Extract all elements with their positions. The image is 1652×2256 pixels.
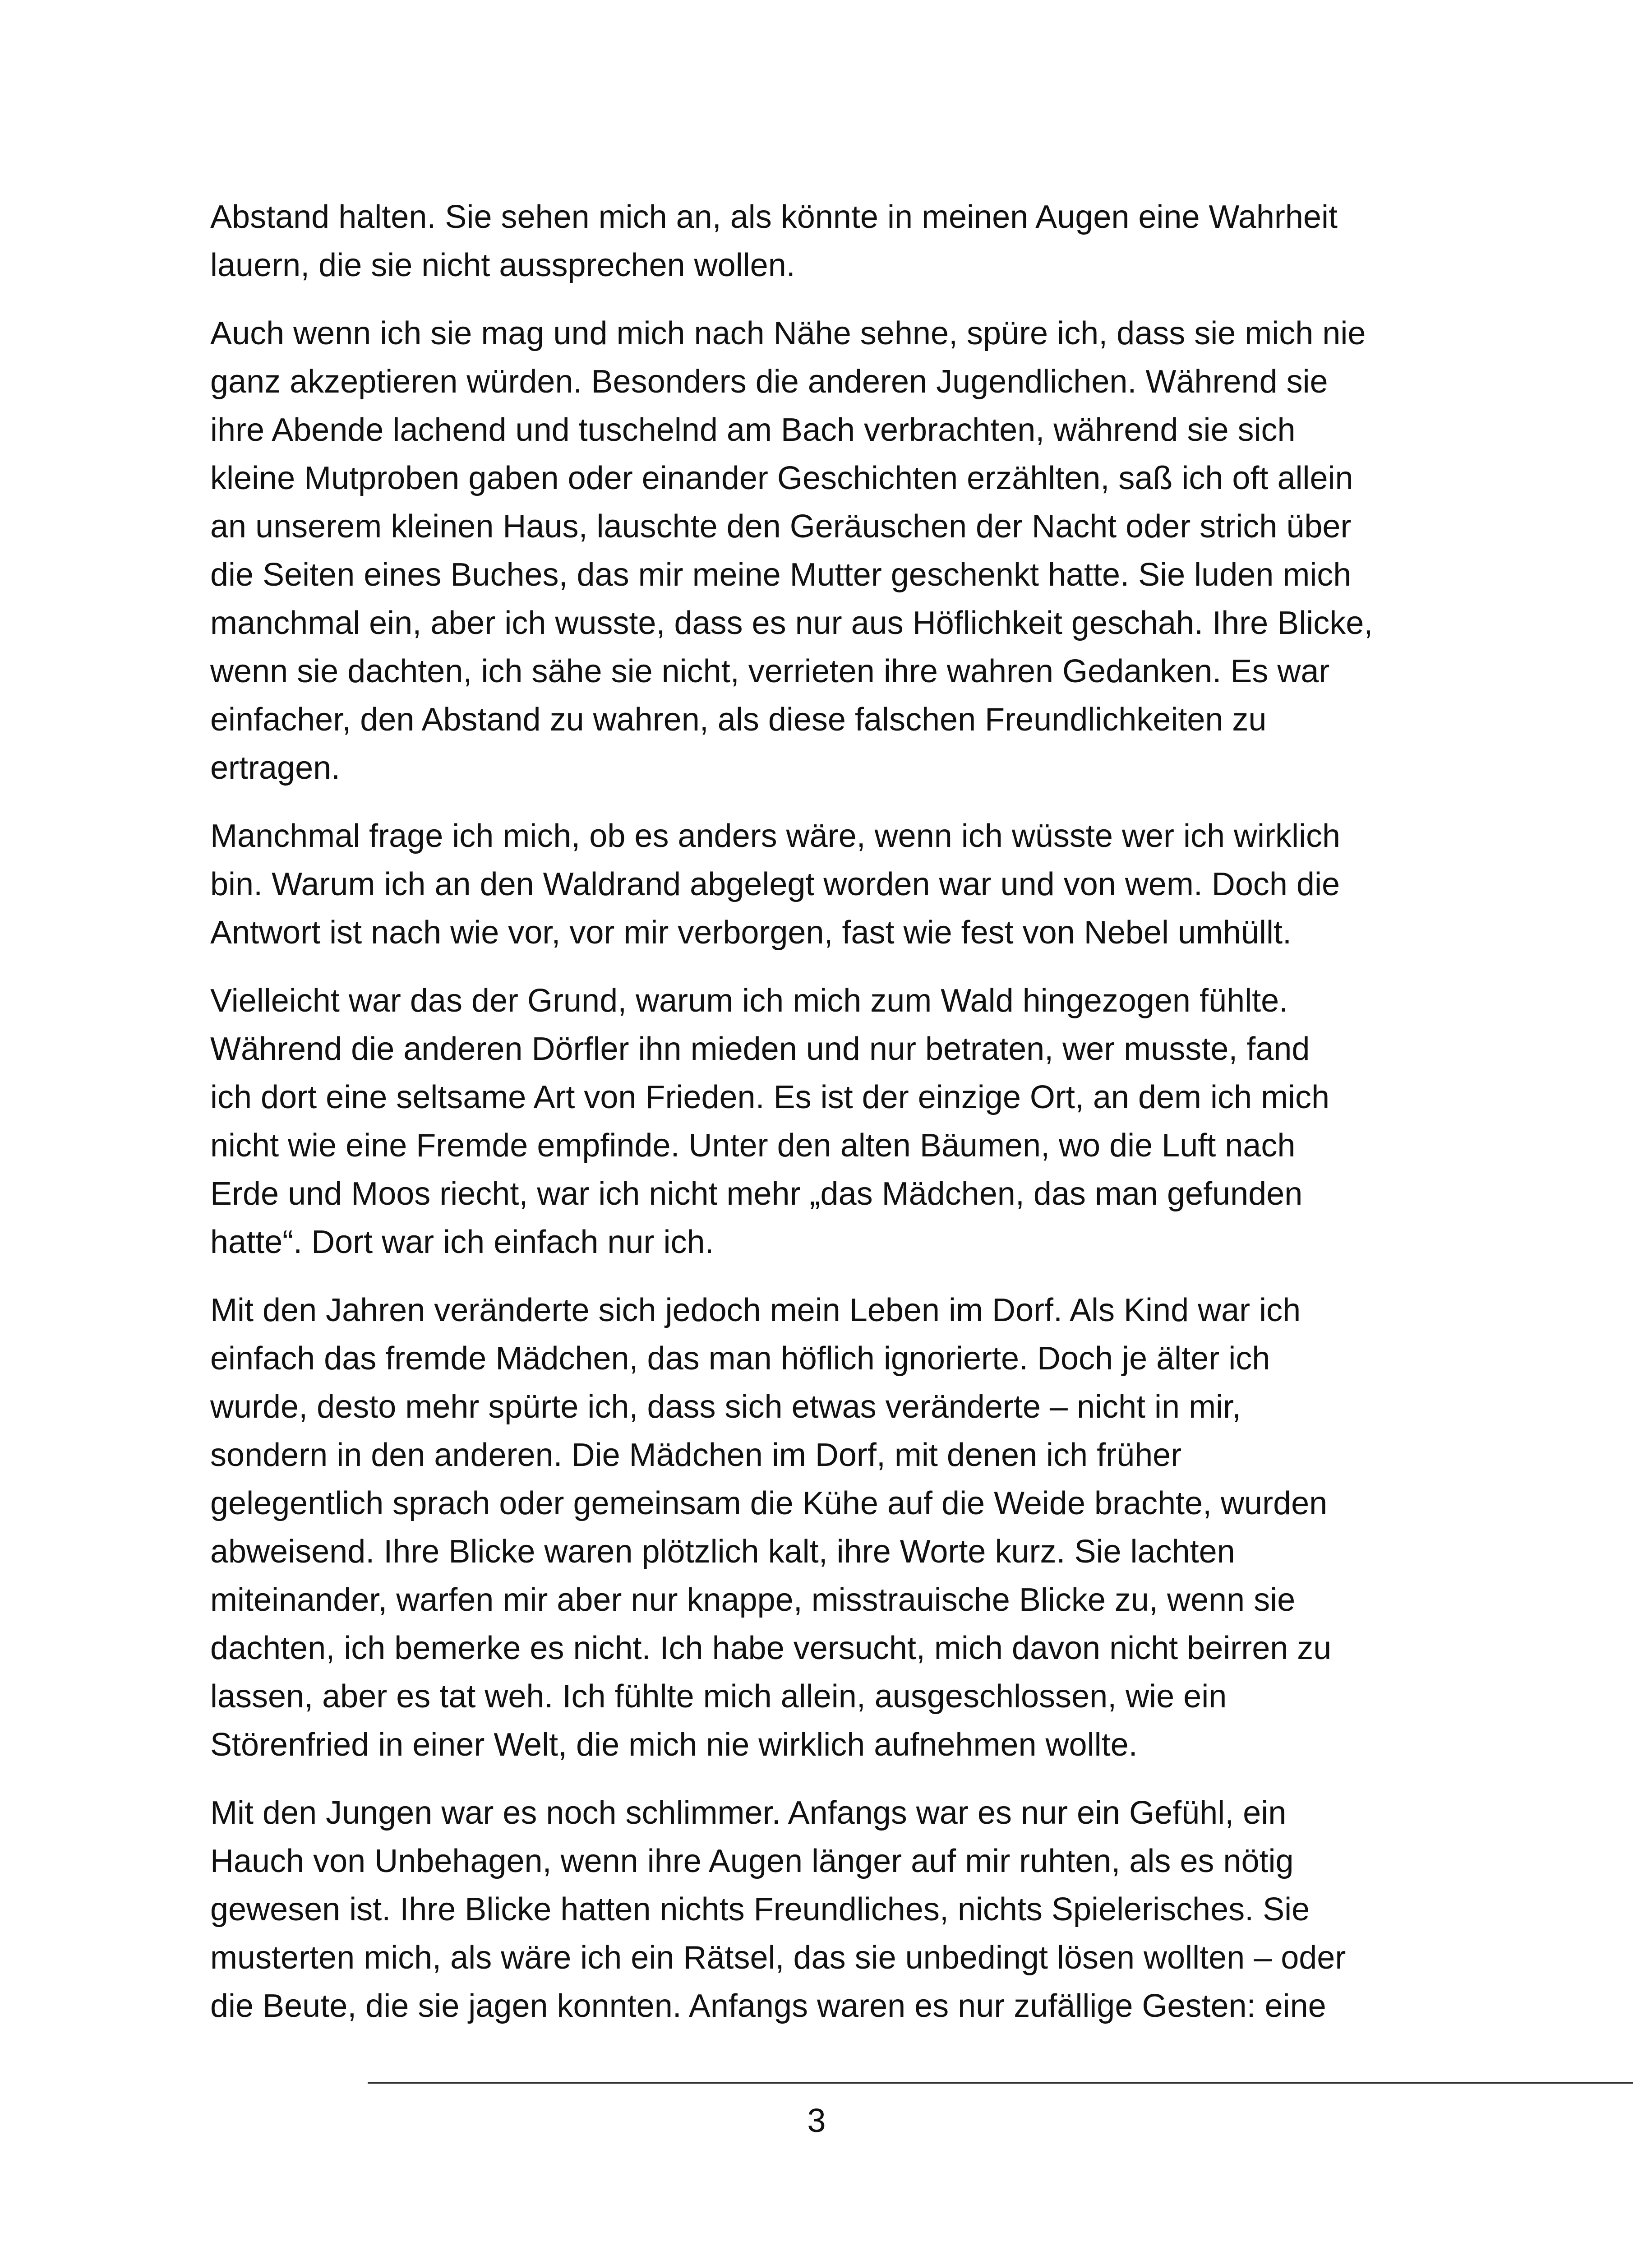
paragraph-2: Auch wenn ich sie mag und mich nach Nähe sehne, spüre ich, dass sie mich nie ganz akzeptieren würden. Besonders die anderen Jugendlichen. Während sie ihre Abende lachend und tuschelnd am Bach verbrachten, während sie sich kleine Mutproben gaben oder einander Geschichten erzählten, saß ich oft allein an unserem kleinen Haus, lauschte den Geräuschen der Nacht oder strich über die Seiten eines Buches, das mir meine Mutter geschenkt hatte. Sie luden mich manchmal ein, aber ich wusste, dass es nur aus Höflichkeit geschah. Ihre Blicke, wenn sie dachten, ich sähe sie nicht, verrieten ihre wahren Gedanken. Es war einfacher, den Abstand zu wahren, als diese falschen Freundlichkeiten zu ertragen. [210, 315, 1373, 786]
paragraph-4: Vielleicht war das der Grund, warum ich mich zum Wald hingezogen fühlte. Während die anderen Dörfler ihn mieden und nur betraten, wer musste, fand ich dort eine seltsame Art von Frieden. Es ist der einzige Ort, an dem ich mich nicht wie eine Fremde empfinde. Unter den alten Bäumen, wo die Luft nach Erde und Moos riecht, war ich nicht mehr „das Mädchen, das man gefunden hatte“. Dort war ich einfach nur ich. [210, 983, 1330, 1260]
paragraph-6: Mit den Jungen war es noch schlimmer. Anfangs war es nur ein Gefühl, ein Hauch von Unbehagen, wenn ihre Augen länger auf mir ruhten, als es nötig gewesen ist. Ihre Blicke hatten nichts Freundliches, nichts Spielerisches. Sie musterten mich, als wäre ich ein Rätsel, das sie unbedingt lösen wollten – oder die Beute, die sie jagen konnten. Anfangs waren es nur zufällige Gesten: eine [210, 1795, 1346, 2024]
paragraph-1: Abstand halten. Sie sehen mich an, als könnte in meinen Augen eine Wahrheit lauern, die sie nicht aussprechen wollen. [210, 199, 1338, 283]
page-number: 3 [807, 2102, 826, 2139]
body-text [210, 193, 1437, 2050]
footer-divider [368, 2082, 1633, 2084]
paragraph-5: Mit den Jahren veränderte sich jedoch mein Leben im Dorf. Als Kind war ich einfach das fremde Mädchen, das man höflich ignorierte. Doch je älter ich wurde, desto mehr spürte ich, dass sich etwas veränderte – nicht in mir, sondern in den anderen. Die Mädchen im Dorf, mit denen ich früher gelegentlich sprach oder gemeinsam die Kühe auf die Weide brachte, wurden abweisend. Ihre Blicke waren plötzlich kalt, ihre Worte kurz. Sie lachten miteinander, warfen mir aber nur knappe, misstrauische Blicke zu, wenn sie dachten, ich bemerke es nicht. Ich habe versucht, mich davon nicht beirren zu lassen, aber es tat weh. Ich fühlte mich allein, ausgeschlossen, wie ein Störenfried in einer Welt, die mich nie wirklich aufnehmen wollte. [210, 1292, 1332, 1763]
paragraph-3: Manchmal frage ich mich, ob es anders wäre, wenn ich wüsste wer ich wirklich bin. Warum ich an den Waldrand abgelegt worden war und von wem. Doch die Antwort ist nach wie vor, vor mir verborgen, fast wie fest von Nebel umhüllt. [210, 818, 1340, 951]
